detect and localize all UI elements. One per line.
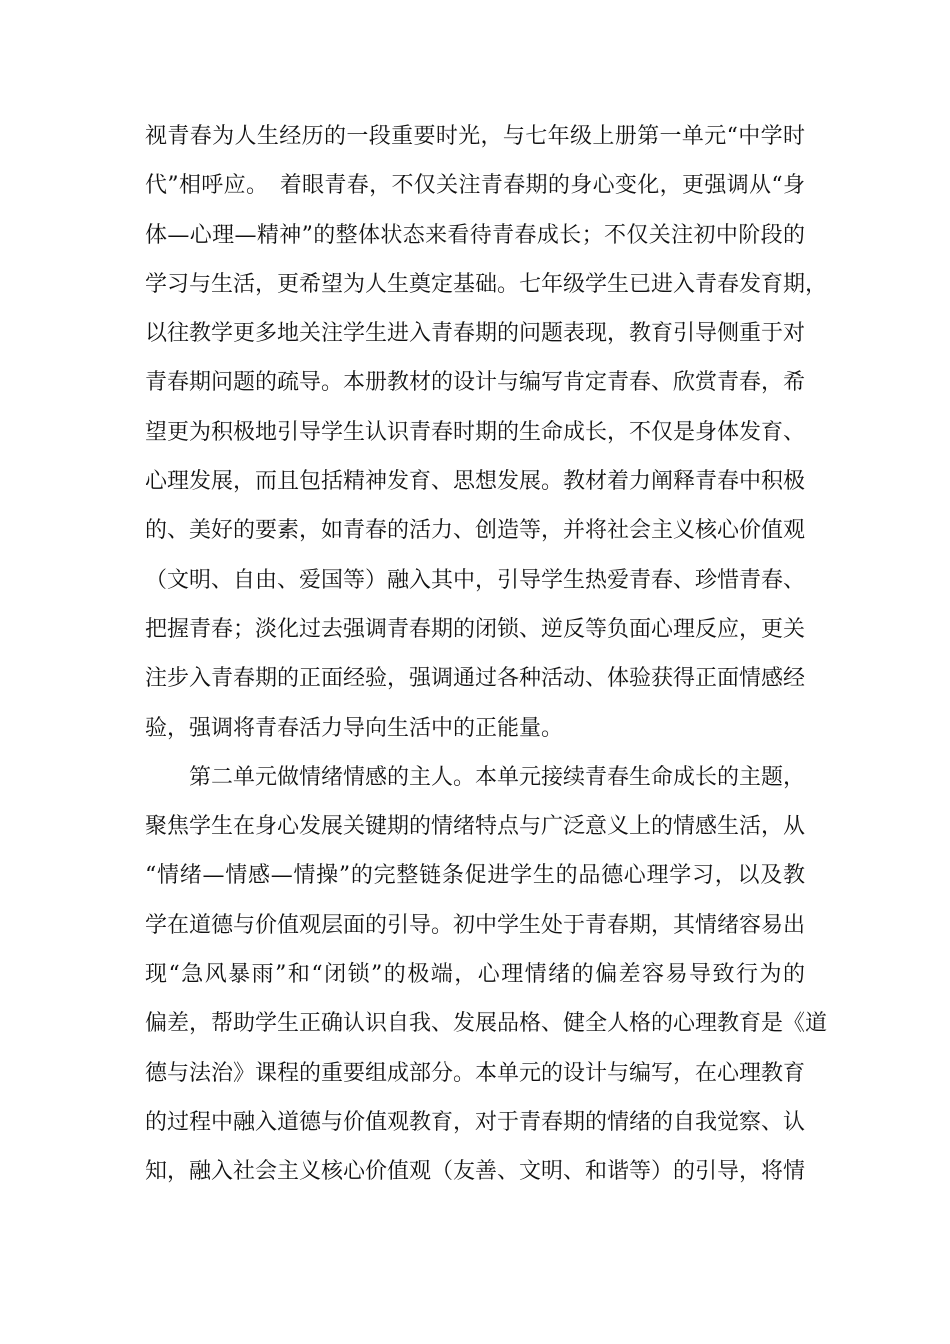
text-line: 望更为积极地引导学生认识青春时期的生命成长，不仅是身体发育、 bbox=[145, 419, 806, 445]
text-line: 学在道德与价值观层面的引导。初中学生处于青春期，其情绪容易出 bbox=[145, 912, 806, 938]
text-line: 心理发展，而且包括精神发育、思想发展。教材着力阐释青春中积极 bbox=[145, 469, 806, 495]
body-text bbox=[145, 112, 828, 1197]
paragraph-1 bbox=[145, 112, 828, 753]
text-line: “情绪—情感—情操”的完整链条促进学生的品德心理学习，以及教 bbox=[145, 863, 805, 889]
text-line: 第二单元做情绪情感的主人。本单元接续青春生命成长的主题， bbox=[189, 764, 806, 790]
text-line: （文明、自由、爱国等）融入其中，引导学生热爱青春、珍惜青春、 bbox=[145, 567, 806, 593]
text-line: 的、美好的要素，如青春的活力、创造等，并将社会主义核心价值观 bbox=[145, 518, 806, 544]
text-line: 视青春为人生经历的一段重要时光，与七年级上册第一单元“中学时 bbox=[145, 124, 805, 149]
text-line: 聚焦学生在身心发展关键期的情绪特点与广泛意义上的情感生活，从 bbox=[145, 814, 806, 840]
text-line: 代”相呼应。 着眼青春，不仅关注青春期的身心变化，更强调从“身 bbox=[145, 173, 805, 199]
text-line: 以往教学更多地关注学生进入青春期的问题表现，教育引导侧重于对 bbox=[145, 321, 806, 347]
text-line: 青春期问题的疏导。本册教材的设计与编写肯定青春、欣赏青春，希 bbox=[145, 370, 806, 396]
paragraph-2 bbox=[145, 753, 828, 1197]
text-line: 体—心理—精神”的整体状态来看待青春成长；不仅关注初中阶段的 bbox=[145, 222, 805, 248]
text-line: 偏差，帮助学生正确认识自我、发展品格、健全人格的心理教育是《道 bbox=[145, 1011, 828, 1037]
text-line: 现“急风暴雨”和“闭锁”的极端，心理情绪的偏差容易导致行为的 bbox=[145, 962, 805, 988]
text-line: 德与法治》课程的重要组成部分。本单元的设计与编写，在心理教育 bbox=[145, 1060, 806, 1086]
text-line: 学习与生活，更希望为人生奠定基础。七年级学生已进入青春发育期， bbox=[145, 271, 828, 297]
text-line: 的过程中融入道德与价值观教育，对于青春期的情绪的自我觉察、认 bbox=[145, 1109, 806, 1135]
text-line: 注步入青春期的正面经验，强调通过各种活动、体验获得正面情感经 bbox=[145, 666, 806, 692]
text-line: 验，强调将青春活力导向生活中的正能量。 bbox=[145, 715, 564, 741]
text-line: 知，融入社会主义核心价值观（友善、文明、和谐等）的引导，将情 bbox=[145, 1159, 806, 1185]
text-line: 把握青春；淡化过去强调青春期的闭锁、逆反等负面心理反应，更关 bbox=[145, 616, 806, 642]
